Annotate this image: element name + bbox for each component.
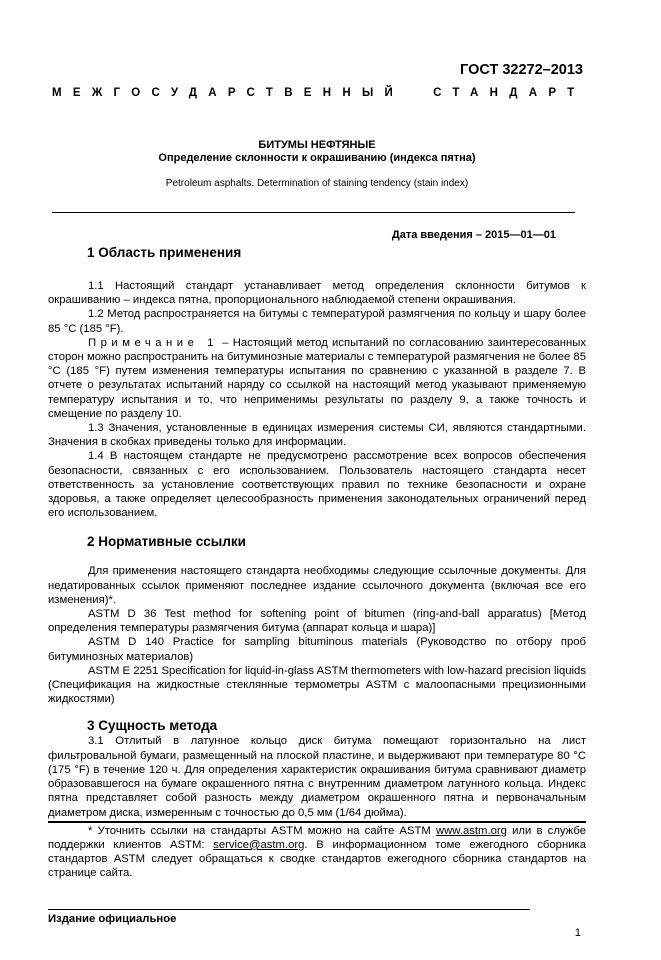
note-label: Примечание 1	[88, 336, 218, 349]
footnote-text: или в службе поддержки клиентов ASTM:	[48, 824, 586, 851]
paragraph-3-1: 3.1 Отлитый в латунное кольцо диск битума помещают горизонтально на лист фильтровальной бумаги, размещенный на плоской пластине, и выдерживают при температуре 80 °C (175 °F) в течение 120 ч. Для определения характеристик окрашивания битума сравнивают диаметр образовавшегося на бумаге окрашенного пятна с внутренним диаметром латунного кольца. Индекс пятна представляет собой разность между диаметром окрашенного пятна и первоначальным диаметром диска, измеренным с точностью до 0,5 мм (1/64 дюйма).	[48, 735, 586, 819]
section-1-heading: 1 Область применения	[87, 245, 242, 260]
reference-astm-d140: ASTM D 140 Practice for sampling bituminous materials (Руководство по отбору проб битуминозных материалов)	[48, 636, 586, 663]
effective-date: Дата введения – 2015—01—01	[391, 229, 556, 241]
official-edition-label: Издание официальное	[48, 912, 177, 925]
reference-astm-d36: ASTM D 36 Test method for softening point of bitumen (ring-and-ball apparatus) [Метод определения температуры размягчения битума (аппарат кольца и шара)]	[48, 608, 586, 635]
note-text: – Настоящий метод испытаний по согласованию заинтересованных сторон можно распространить на битуминозные материалы с температурой размягчения не более 85 °C (185 °F) путем изменения температуры испытания по сравнению с указанной в разделе 7. В отчете о результатах испытаний наряду со ссылкой на настоящий метод указывают применяемую температуру испытания и то, что неприменимы результаты по разделу 9, а также точность и смещение по разделу 10.	[48, 336, 587, 420]
footer-divider	[48, 909, 530, 910]
section-2-heading: 2 Нормативные ссылки	[87, 534, 246, 550]
paragraph-1-4: 1.4 В настоящем стандарте не предусмотрено рассмотрение всех вопросов обеспечения безопасности, связанных с его использованием. Пользователь настоящего стандарта несет ответственность за установление соответствующих правил по технике безопасности и охране здоровья, а также определяет целесообразность применения законодательных ограничений перед его использованием.	[48, 450, 586, 520]
paragraph-1-3: 1.3 Значения, установленные в единицах измерения системы СИ, являются стандартными. Значения в скобках приведены только для информации.	[48, 422, 586, 449]
section-1-body	[48, 279, 586, 520]
document-title: БИТУМЫ НЕФТЯНЫЕ	[258, 139, 376, 151]
paragraph-2-intro: Для применения настоящего стандарта необходимы следующие ссылочные документы. Для недатированных ссылок применяют последнее издание ссылочного документа (включая все его изменения)*.	[48, 565, 586, 606]
astm-website-link[interactable]: www.astm.org	[435, 824, 507, 837]
footnote-text: . В информационном томе ежегодного сборника стандартов ASTM следует обращаться к сводке стандартов ежегодного сборника стандартов на странице сайта.	[48, 838, 586, 880]
reference-astm-e2251: ASTM E 2251 Specification for liquid-in-glass ASTM thermometers with low-hazard precision liquids (Спецификация на жидкостные стеклянные термометры ASTM с малоопасными прецизионными жидкостями)	[48, 664, 586, 706]
footnote-divider	[48, 821, 586, 823]
divider	[52, 212, 575, 213]
note-1	[48, 336, 586, 421]
paragraph-1-2: 1.2 Метод распространяется на битумы с температурой размягчения по кольцу и шару более 85 °C (185 °F).	[48, 308, 586, 335]
footnote-text: * Уточнить ссылки на стандарты ASTM можно на сайте ASTM	[88, 824, 436, 837]
section-3-heading: 3 Сущность метода	[87, 718, 218, 734]
interstate-standard-label: МЕЖГОСУДАРСТВЕННЫЙ СТАНДАРТ	[52, 87, 586, 99]
english-title: Petroleum asphalts. Determination of staining tendency (stain index)	[165, 178, 469, 189]
section-3-body	[48, 734, 586, 819]
document-subtitle: Определение склонности к окрашиванию (индекса пятна)	[158, 152, 476, 164]
standard-code: ГОСТ 32272–2013	[460, 62, 583, 78]
paragraph-1-1: 1.1 Настоящий стандарт устанавливает метод определения склонности битумов к окрашиванию – индекса пятна, пропорционального наблюдаемой степени окрашивания.	[48, 280, 586, 307]
section-2-body	[48, 564, 586, 706]
footnote	[48, 824, 586, 881]
astm-email-link[interactable]: service@astm.org	[213, 838, 305, 851]
page-number: 1	[574, 926, 581, 939]
